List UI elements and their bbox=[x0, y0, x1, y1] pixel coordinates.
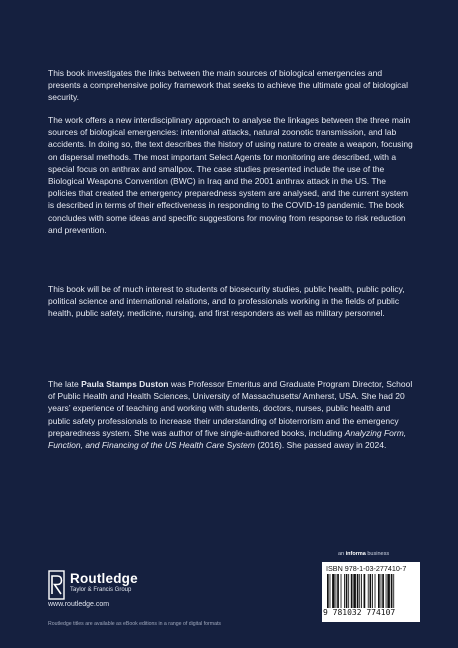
barcode-bar bbox=[357, 574, 359, 608]
author-bio-middle: was Professor Emeritus and Graduate Program Director, School of Public Health and Health Sciences, University of Massachusetts/ Amherst, USA. She had 20 years’ experience of teaching and working with students, doctors, nurses, public health and public safety professionals to increase their understanding of bioterrorism and the emergency preparedness system. She was author of five single-authored books, including bbox=[48, 379, 413, 438]
author-bio-paragraph bbox=[48, 378, 414, 451]
barcode-bar bbox=[332, 574, 335, 608]
author-book-title: Analyzing Form, Function, and Financing of the US Health Care System bbox=[48, 427, 407, 451]
blurb-interest-text: This book will be of much interest to students of biosecurity studies, public health, public policy, political science and international relations, and to professionals working in the fields of public health, public safety, medicine, nursing, and first responders as well as military personnel. bbox=[48, 284, 405, 319]
author-name: Paula Stamps Duston bbox=[81, 379, 169, 389]
ebook-note: Routledge titles are available as eBook editions in a range of digital formats bbox=[48, 621, 222, 627]
informa-business-mark bbox=[338, 551, 389, 557]
informa-prefix: an bbox=[338, 551, 346, 557]
blurb-intro-text: This book investigates the links between the main sources of biological emergencies and presents a comprehensive policy framework that seeks to achieve the ultimate goal of biological security. bbox=[48, 68, 409, 103]
barcode-bar bbox=[344, 574, 345, 608]
barcode-bar bbox=[386, 574, 387, 608]
barcode-bar bbox=[330, 574, 331, 608]
isbn-label: ISBN 978-1-03-277410-7 bbox=[326, 564, 407, 573]
barcode-bar bbox=[381, 574, 382, 608]
barcode-bar bbox=[359, 574, 360, 608]
routledge-logo-icon bbox=[48, 570, 65, 600]
author-bio-suffix: (2016). She passed away in 2024. bbox=[254, 440, 387, 451]
author-bio-prefix: The late bbox=[48, 379, 82, 389]
barcode-bar bbox=[364, 574, 366, 608]
publisher-group: Taylor & Francis Group bbox=[70, 587, 132, 593]
barcode-bar bbox=[346, 574, 348, 608]
barcode-icon bbox=[327, 574, 415, 608]
publisher-website: www.routledge.com bbox=[48, 601, 110, 608]
blurb-approach-paragraph bbox=[48, 114, 414, 236]
publisher-name: Routledge bbox=[70, 571, 138, 586]
barcode-bar bbox=[372, 574, 373, 608]
informa-brand: informa bbox=[345, 551, 366, 557]
author-bio-text bbox=[48, 378, 414, 451]
barcode-bar bbox=[382, 574, 384, 608]
barcode-bar bbox=[370, 574, 372, 608]
barcode-bar bbox=[393, 574, 394, 608]
barcode-bar bbox=[368, 574, 369, 608]
barcode-bar bbox=[336, 574, 337, 608]
barcode-digits: 9 781032 774107 bbox=[323, 608, 396, 617]
barcode-bar bbox=[337, 574, 339, 608]
blurb-intro-paragraph bbox=[48, 67, 414, 104]
isbn-barcode-box bbox=[322, 562, 420, 622]
barcode-bar bbox=[391, 574, 393, 608]
blurb-interest-paragraph bbox=[48, 283, 414, 320]
informa-suffix: business bbox=[365, 551, 390, 557]
barcode-bar bbox=[387, 574, 390, 608]
barcode-bar bbox=[327, 574, 329, 608]
barcode-bar bbox=[375, 574, 376, 608]
barcode-bar bbox=[353, 574, 356, 608]
barcode-bar bbox=[351, 574, 353, 608]
barcode-bar bbox=[361, 574, 362, 608]
barcode-bar bbox=[341, 574, 342, 608]
blurb-approach-text: The work offers a new interdisciplinary approach to analyse the linkages between the three main sources of biological emergencies: intentional attacks, natural zoonotic transmission, and lab accidents. In doing so, the text describes the history of using nature to create a weapon, focusing on dispersal methods. The most important Select Agents for monitoring are described, with a special focus on anthrax and smallpox. The case studies presented include the use of the Biological Weapons Convention (BWC) in Iraq and the 2001 anthrax attack in the US. The policies that created the emergency preparedness system are analysed, and the current system is described in terms of their effectiveness in responding to the COVID-19 pandemic. The book concludes with some ideas and specific suggestions for moving from response to risk reduction and prevention. bbox=[48, 115, 413, 235]
barcode-bar bbox=[348, 574, 349, 608]
barcode-bar bbox=[378, 574, 380, 608]
